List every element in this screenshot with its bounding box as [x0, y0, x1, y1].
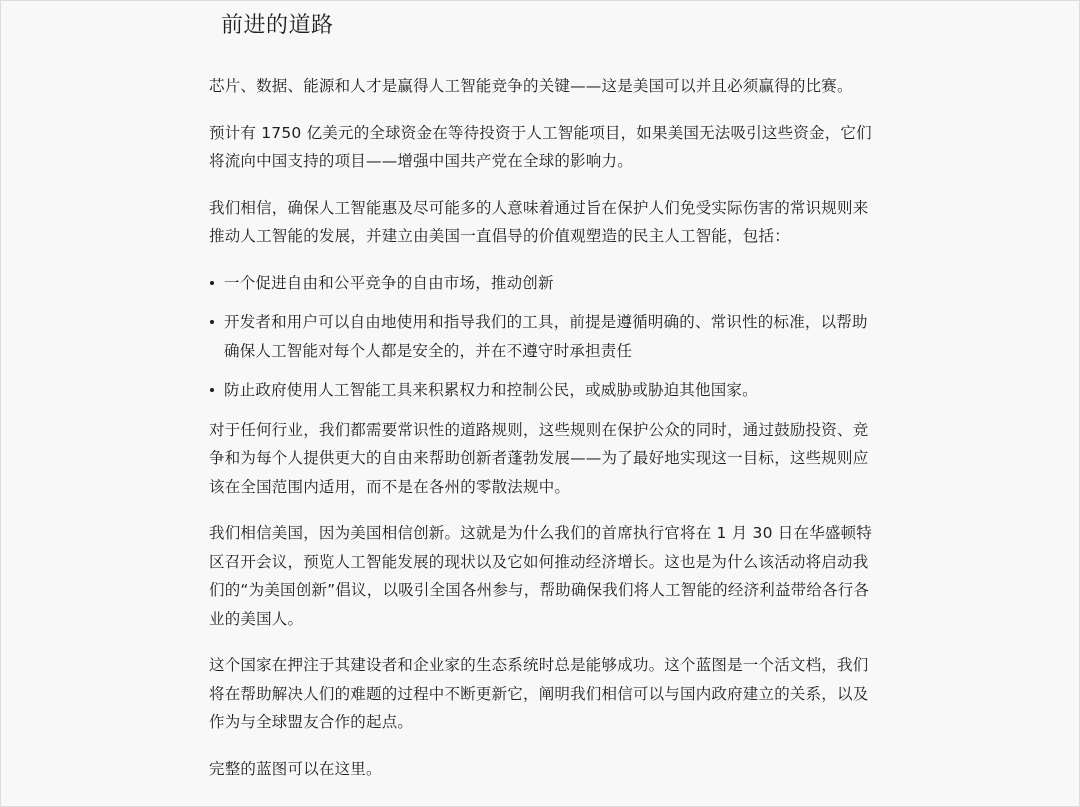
principles-list: [209, 269, 879, 405]
spacer: [209, 737, 879, 755]
spacer: [209, 176, 879, 194]
list-item-text: 开发者和用户可以自由地使用和指导我们的工具，前提是遵循明确的、常识性的标准，以帮助确保人工智能对每个人都是安全的，并在不遵守时承担责任: [224, 313, 868, 360]
list-item-text: 防止政府使用人工智能工具来积累权力和控制公民，或威胁或胁迫其他国家。: [224, 381, 758, 399]
spacer: [209, 501, 879, 519]
list-item: [209, 376, 879, 405]
paragraph-chips-data-energy: 芯片、数据、能源和人才是赢得人工智能竞争的关键——这是美国可以并且必须赢得的比赛。: [209, 77, 853, 95]
spacer: [209, 633, 879, 651]
list-item: [209, 269, 879, 298]
paragraph-democratic-ai: 我们相信，确保人工智能惠及尽可能多的人意味着通过旨在保护人们免受实际伤害的常识规则来推动人工智能的发展，并建立由美国一直倡导的价值观塑造的民主人工智能，包括：: [209, 198, 869, 245]
spacer: [209, 41, 879, 72]
list-item-text: 一个促进自由和公平竞争的自由市场，推动创新: [224, 273, 554, 292]
paragraph-believe-in-america: 我们相信美国，因为美国相信创新。这就是为什么我们的首席执行官将在 1 月 30 日在华盛顿特区召开会议，预览人工智能发展的现状以及它如何推动经济增长。这也是为什么该活动将启动我们的“为美国创新”倡议，以吸引全国各州参与，帮助确保我们将人工智能的经济利益带给各行各业的美国人。: [209, 524, 872, 628]
spacer: [209, 251, 879, 269]
document-body: [209, 1, 879, 783]
section-title: 前进的道路: [221, 13, 334, 38]
spacer: [209, 101, 879, 119]
bullet-icon: [210, 388, 214, 392]
bullet-icon: [210, 281, 214, 285]
bullet-icon: [210, 320, 214, 324]
list-item: [209, 308, 879, 365]
paragraph-rules-of-road: 对于任何行业，我们都需要常识性的道路规则，这些规则在保护公众的同时，通过鼓励投资、竞争和为每个人提供更大的自由来帮助创新者蓬勃发展——为了最好地实现这一目标，这些规则应该在全国范围内适用，而不是在各州的零散法规中。: [209, 420, 869, 496]
paragraph-global-funds: 预计有 1750 亿美元的全球资金在等待投资于人工智能项目，如果美国无法吸引这些资金，它们将流向中国支持的项目——增强中国共产党在全球的影响力。: [209, 123, 872, 170]
paragraph-full-blueprint-link[interactable]: 完整的蓝图可以在这里。: [209, 759, 382, 778]
paragraph-living-document: 这个国家在押注于其建设者和企业家的生态系统时总是能够成功。这个蓝图是一个活文档，我们将在帮助解决人们的难题的过程中不断更新它，阐明我们相信可以与国内政府建立的关系，以及作为与全球盟友合作的起点。: [209, 656, 869, 731]
